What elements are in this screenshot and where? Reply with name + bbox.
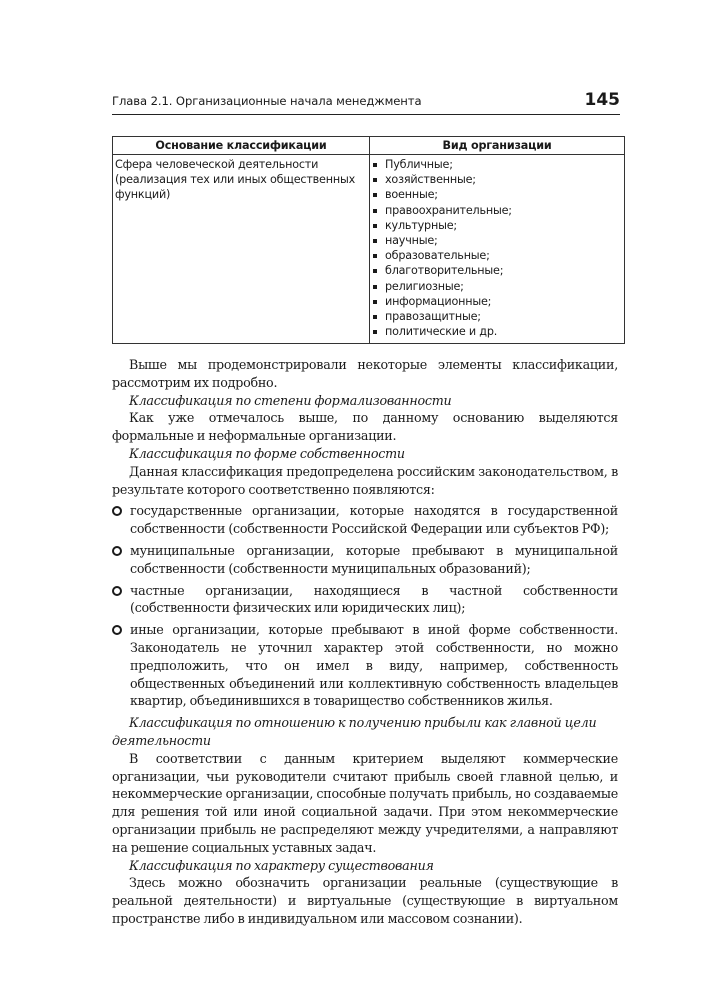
type-item: благотворительные;: [373, 263, 620, 278]
body-text: [112, 356, 618, 928]
page-number: 145: [584, 90, 620, 110]
type-item: информационные;: [373, 294, 620, 309]
subheading-profit: Классификация по отношению к получению прибыли как главной цели деятельности: [112, 715, 597, 748]
organization-types-list: [373, 157, 620, 339]
type-item: научные;: [373, 233, 620, 248]
page-header: [112, 92, 620, 115]
type-item: Публичные;: [373, 157, 620, 172]
list-item-text: частные организации, находящиеся в частной собственности (собственности физических или юридических лиц);: [130, 582, 618, 616]
paragraph-formalization: Как уже отмечалось выше, по данному основанию выделяются формальные и неформальные организации.: [112, 410, 618, 444]
column-header-type: Вид организации: [370, 137, 625, 155]
classification-basis-cell: Сфера человеческой деятельности (реализация тех или иных общественных функций): [113, 155, 370, 344]
subheading-ownership: Классификация по форме собственности: [129, 445, 405, 461]
intro-paragraph: Выше мы продемонстрировали некоторые элементы классификации, рассмотрим их подробно.: [112, 357, 618, 390]
organization-types-cell: [370, 155, 625, 344]
list-item: [112, 582, 618, 618]
list-item: [112, 621, 618, 710]
list-item-text: муниципальные организации, которые пребывают в муниципальной собственности (собственности муниципальных образований);: [130, 542, 618, 576]
subheading-formalization: Классификация по степени формализованности: [129, 392, 452, 408]
type-item: хозяйственные;: [373, 172, 620, 187]
type-item: военные;: [373, 187, 620, 202]
ownership-list: [112, 502, 618, 710]
circle-bullet-icon: [112, 625, 122, 635]
circle-bullet-icon: [112, 586, 122, 596]
list-item: [112, 542, 618, 578]
list-item-text: государственные организации, которые находятся в государственной собственности (собственности Российской Федерации или субъектов РФ);: [130, 503, 618, 537]
subheading-existence: Классификация по характеру существования: [129, 857, 434, 873]
type-item: правоохранительные;: [373, 203, 620, 218]
running-head: Глава 2.1. Организационные начала менеджмента: [112, 94, 422, 108]
type-item: культурные;: [373, 218, 620, 233]
list-item: [112, 502, 618, 538]
type-item: религиозные;: [373, 279, 620, 294]
paragraph-profit: В соответствии с данным критерием выделяют коммерческие организации, чьи руководители считают прибыль своей главной целью, и некоммерческие организации, способные получать прибыль, но создаваемые для решения той или иной социальной задачи. При этом некоммерческие организации прибыль не распределяют между учредителями, а направляют на решение социальных уставных задач.: [112, 750, 618, 855]
type-item: правозащитные;: [373, 309, 620, 324]
table-row: [113, 155, 625, 344]
paragraph-ownership: Данная классификация предопределена российским законодательством, в результате которого соответственно появляются:: [112, 463, 618, 497]
list-item-text: иные организации, которые пребывают в иной форме собственности. Законодатель не уточнил характер этой собственности, но можно предположить, что он имел в виду, например, собственность общественных объединений или коллективную собственность владельцев квартир, объединившихся в товарищество собственников жилья.: [130, 622, 618, 709]
table-header-row: [113, 137, 625, 155]
circle-bullet-icon: [112, 546, 122, 556]
classification-table: [112, 136, 625, 344]
paragraph-existence: Здесь можно обозначить организации реальные (существующие в реальной деятельности) и виртуальные (существующие в виртуальном пространстве либо в индивидуальном или массовом сознании).: [112, 875, 618, 926]
circle-bullet-icon: [112, 506, 122, 516]
type-item: политические и др.: [373, 324, 620, 339]
column-header-basis: Основание классификации: [113, 137, 370, 155]
type-item: образовательные;: [373, 248, 620, 263]
